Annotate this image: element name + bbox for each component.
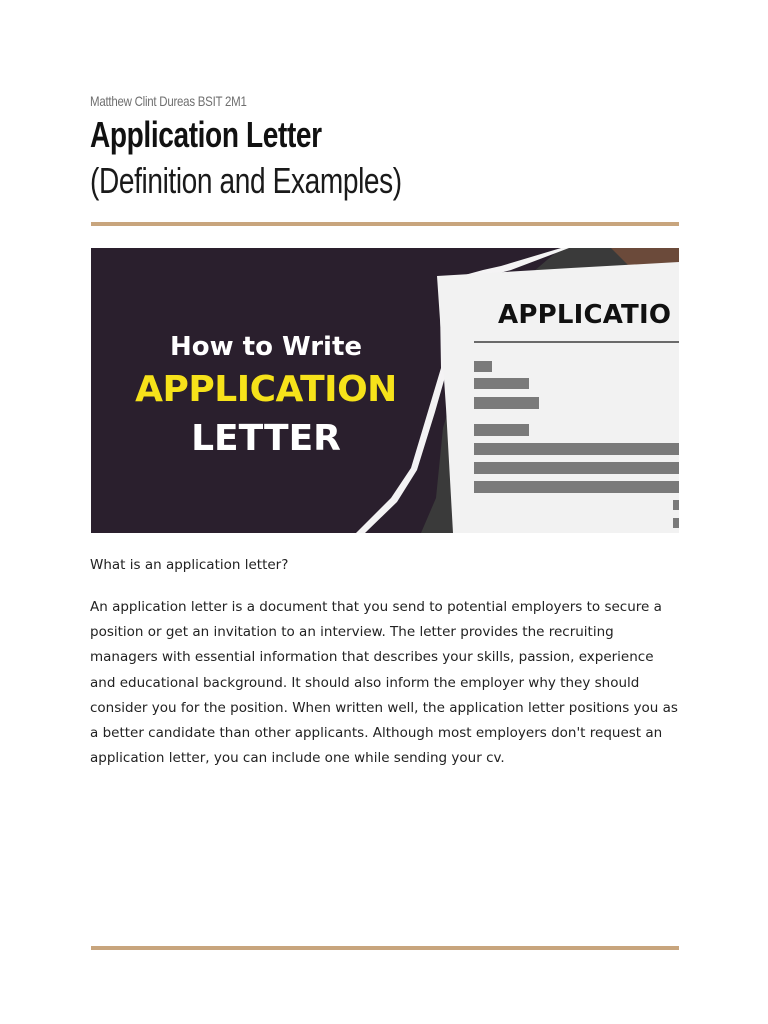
paper-header-line <box>474 341 679 343</box>
paper-bar <box>474 462 679 474</box>
page-subtitle: (Definition and Examples) <box>90 160 402 201</box>
paper-bar <box>474 378 529 389</box>
paper-bar <box>474 443 679 455</box>
body-paragraph: An application letter is a document that you send to potential employers to secure a position or get an invitation to an interview. The letter provides the recruiting managers with essential information that describes your skills, passion, experience and educational background. It should also inform the employer why they should consider you for the position. When written well, the application letter positions you as a better candidate than other applicants. Although most employers don't request an application letter, you can include one while sending your cv. <box>90 599 678 767</box>
page-title: Application Letter <box>90 114 322 155</box>
section-question: What is an application letter? <box>90 557 289 573</box>
author-line: Matthew Clint Dureas BSIT 2M1 <box>90 93 247 109</box>
hero-text-block <box>91 248 441 533</box>
paper-bar <box>673 518 679 528</box>
hero-line-application: APPLICATION <box>135 369 397 410</box>
bottom-divider <box>91 946 679 950</box>
top-divider <box>91 222 679 226</box>
paper-heading: APPLICATIO <box>498 300 672 330</box>
paper-bar <box>474 481 679 493</box>
hero-image <box>91 248 679 533</box>
paper-bar <box>474 397 539 409</box>
paper-bar <box>474 424 529 436</box>
paper-bar <box>474 361 492 372</box>
hero-line-how-to-write: How to Write <box>169 332 363 362</box>
paper-bar <box>673 500 679 510</box>
hero-line-letter: LETTER <box>191 418 341 459</box>
